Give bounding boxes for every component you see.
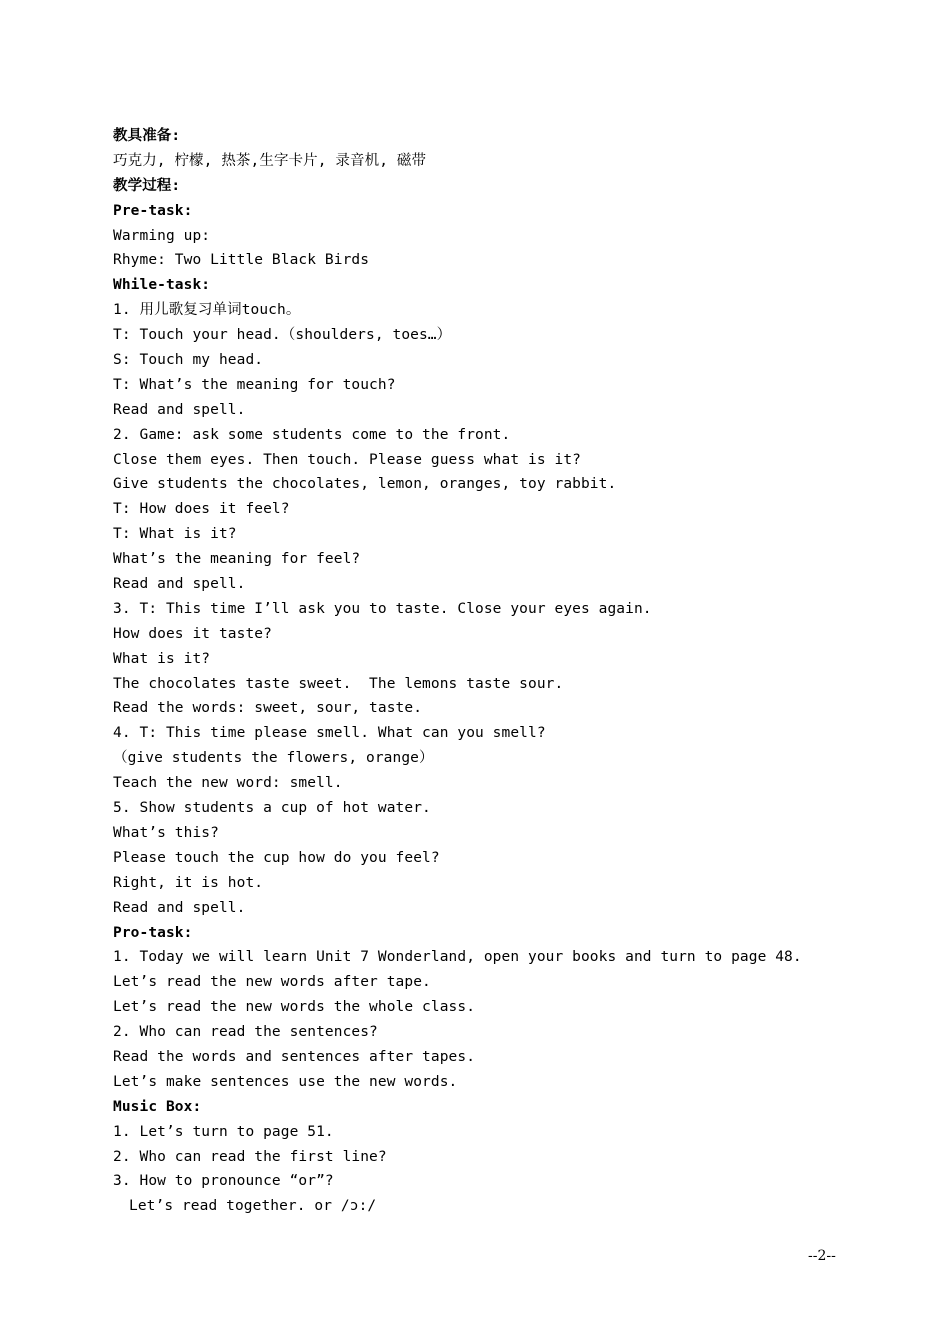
text-line: 2. Game: ask some students come to the front. xyxy=(113,426,511,443)
text-line: 3. T: This time I’ll ask you to taste. Close your eyes again. xyxy=(113,600,652,617)
text-line: 5. Show students a cup of hot water. xyxy=(113,800,431,817)
section-heading-music-box: Music Box: xyxy=(113,1098,202,1115)
text-line: What’s the meaning for feel? xyxy=(113,551,361,568)
text-line: S: Touch my head. xyxy=(113,352,264,369)
text-line: What’s this? xyxy=(113,824,219,841)
text-line: Read the words and sentences after tapes. xyxy=(113,1048,476,1065)
text-line: Let’s make sentences use the new words. xyxy=(113,1073,458,1090)
text-line: How does it taste? xyxy=(113,625,272,642)
text-line: Read the words: sweet, sour, taste. xyxy=(113,700,423,717)
text-line: What is it? xyxy=(113,650,211,667)
text-line: （give students the flowers, orange） xyxy=(113,750,434,767)
section-heading-pro-task: Pro-task: xyxy=(113,924,193,941)
section-heading-while-task: While-task: xyxy=(113,277,211,294)
text-line: Read and spell. xyxy=(113,401,246,418)
text-line: Rhyme: Two Little Black Birds xyxy=(113,252,370,269)
text-line: T: How does it feel? xyxy=(113,501,290,518)
text-line: Please touch the cup how do you feel? xyxy=(113,849,440,866)
section-heading-pre-task: Pre-task: xyxy=(113,202,193,219)
text-line: Teach the new word: smell. xyxy=(113,775,343,792)
text-line: Close them eyes. Then touch. Please guess what is it? xyxy=(113,451,581,468)
text-line: Let’s read the new words the whole class. xyxy=(113,999,476,1016)
text-line: Give students the chocolates, lemon, oranges, toy rabbit. xyxy=(113,476,617,493)
text-line: Read and spell. xyxy=(113,899,246,916)
text-line: Right, it is hot. xyxy=(113,874,264,891)
text-line: Warming up: xyxy=(113,227,211,244)
text-line: Let’s read the new words after tape. xyxy=(113,974,431,991)
page-number: --2-- xyxy=(808,1248,836,1264)
text-line: 1. 用儿歌复习单词touch。 xyxy=(113,302,301,319)
text-line: 1. Today we will learn Unit 7 Wonderland, open your books and turn to page 48. xyxy=(113,949,802,966)
document-body xyxy=(113,124,893,1219)
section-heading-process: 教学过程: xyxy=(113,177,181,194)
text-line: 4. T: This time please smell. What can you smell? xyxy=(113,725,546,742)
text-line: T: Touch your head.（shoulders, toes…） xyxy=(113,327,452,344)
text-line: 3. How to pronounce “or”? xyxy=(113,1173,334,1190)
text-line: Read and spell. xyxy=(113,576,246,593)
materials-list: 巧克力, 柠檬, 热茶,生字卡片, 录音机, 磁带 xyxy=(113,152,427,169)
text-line: The chocolates taste sweet. The lemons taste sour. xyxy=(113,675,564,692)
section-heading-materials: 教具准备: xyxy=(113,128,181,144)
text-line: 1. Let’s turn to page 51. xyxy=(113,1123,334,1140)
text-line: 2. Who can read the first line? xyxy=(113,1148,387,1165)
text-line: Let’s read together. or /ɔ:/ xyxy=(129,1198,377,1215)
text-line: 2. Who can read the sentences? xyxy=(113,1024,378,1041)
text-line: T: What is it? xyxy=(113,526,237,543)
text-line: T: What’s the meaning for touch? xyxy=(113,376,396,393)
